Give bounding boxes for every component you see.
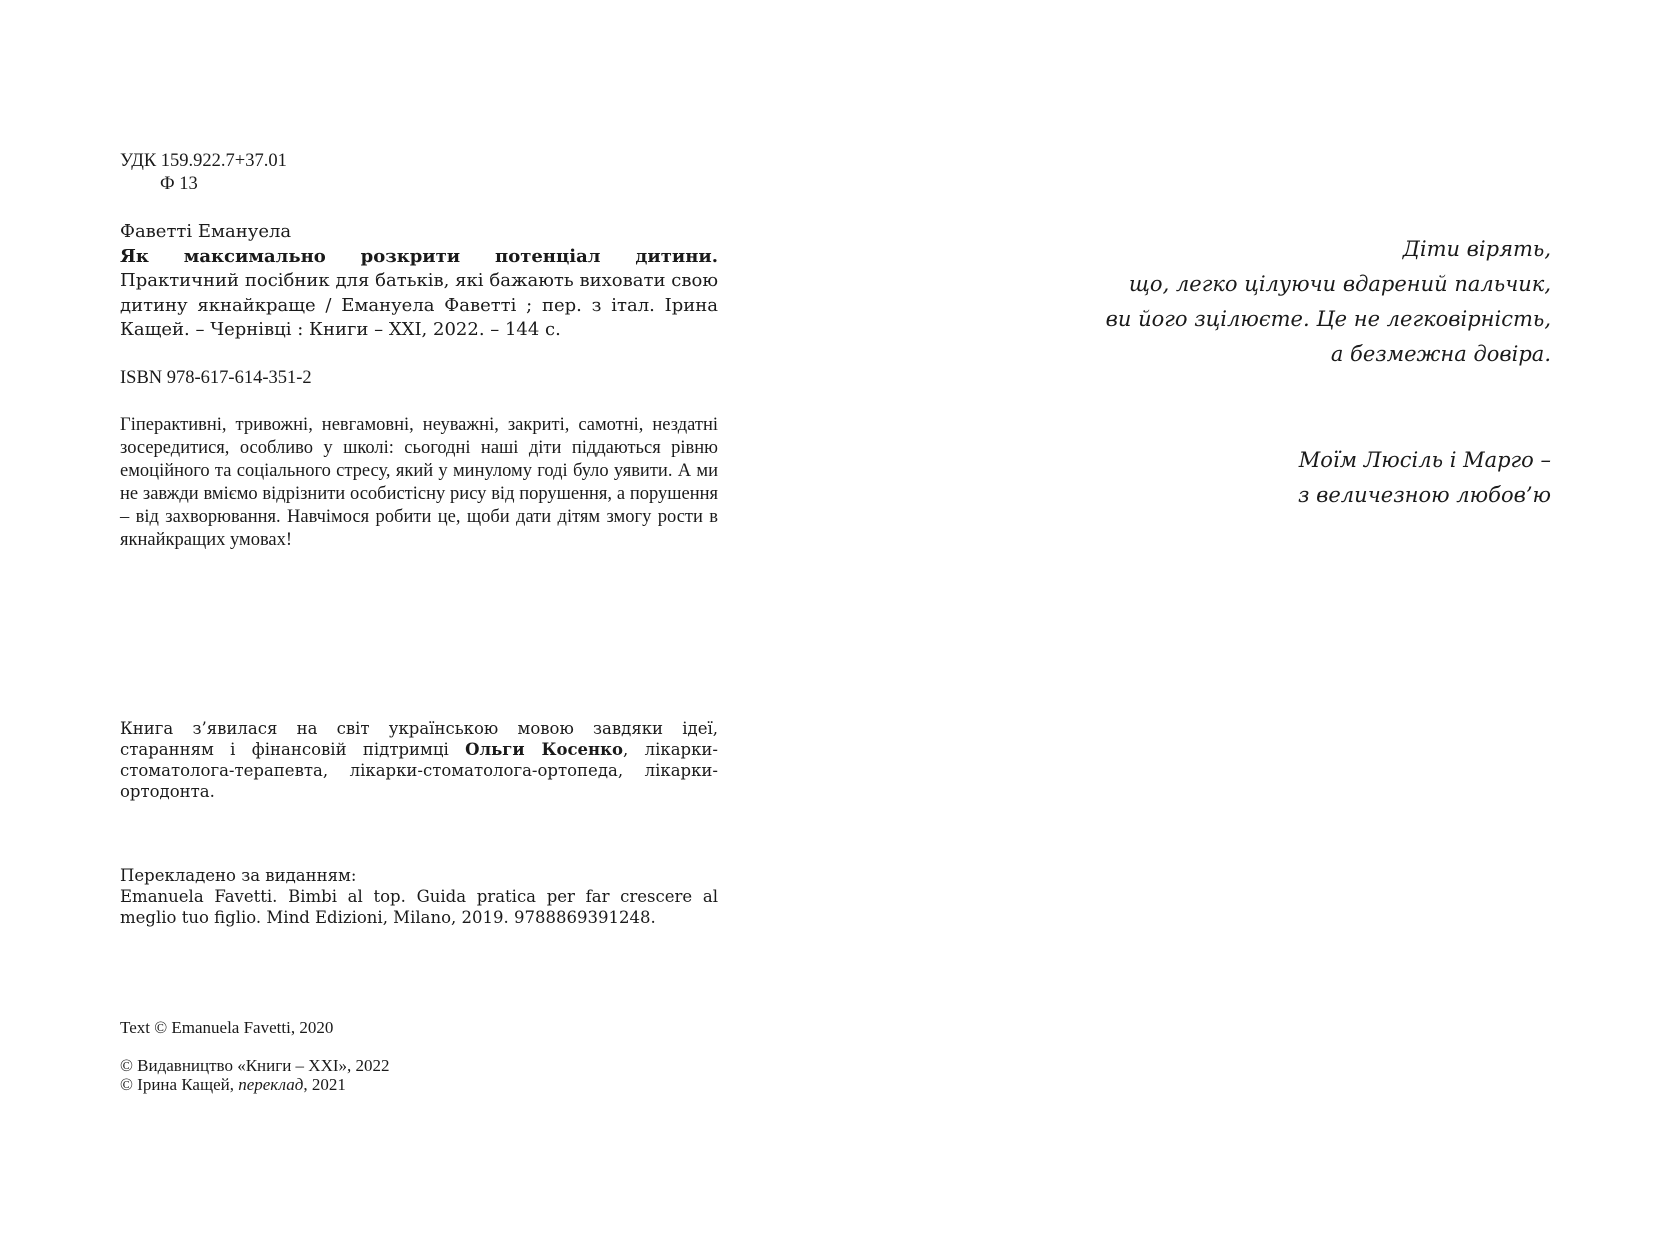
dedication-line: Моїм Люсіль і Марго – xyxy=(1298,448,1551,472)
publisher-copyright: © Видавництво «Книги – XXI», 2022 xyxy=(120,1055,390,1075)
epigraph xyxy=(991,232,1551,372)
epigraph-line: що, легко цілуючи вдарений пальчик, xyxy=(1128,272,1551,296)
catalog-author: Фаветті Емануела xyxy=(120,221,292,242)
translator-copyright xyxy=(120,1075,718,1095)
book-title: Як максимально розкрити потенціал дитини. xyxy=(120,245,718,267)
translator-role: переклад xyxy=(238,1075,304,1094)
translator-year: , 2021 xyxy=(303,1075,346,1094)
epigraph-line: ви його зцілюєте. Це не легковірність, xyxy=(1105,307,1551,331)
udk-code: УДК 159.922.7+37.01 xyxy=(120,151,287,171)
left-page xyxy=(120,150,718,570)
copyright-block xyxy=(120,1018,718,1095)
sponsor-text-after: , лікарки-стоматолога-терапевта, лікарки-стоматолога-ортопеда, лікарки-ортодонта. xyxy=(120,740,718,801)
dedication xyxy=(991,443,1551,513)
dedication-line: з величезною любов’ю xyxy=(1298,483,1551,507)
original-edition-label: Перекладено за виданням: xyxy=(120,866,357,885)
catalog-description xyxy=(120,245,718,343)
epigraph-line: Діти вірять, xyxy=(1402,237,1551,261)
translator-name: © Ірина Кащей, xyxy=(120,1075,239,1094)
annotation: Гіперактивні, тривожні, невгамовні, неуважні, закриті, самотні, нездатні зосередитися, особливо у школі: сьогодні наші діти піддаються рівню емоційного та соціального стресу, який у минулому годі було уявити. А ми не завжди вміємо відрізнити особистісну рису від порушення, а порушення – від захворювання. Навчімося робити це, щоби дати дітям змогу рости в якнайкращих умовах! xyxy=(120,414,718,550)
udk-block xyxy=(120,150,718,196)
book-description: Практичний посібник для батьків, які бажають виховати свою дитину якнайкраще / Емануела Фаветті ; пер. з італ. Ірина Кащей. – Чернівці : Книги – XXI, 2022. – 144 с. xyxy=(120,270,718,340)
isbn: ISBN 978-617-614-351-2 xyxy=(120,367,312,388)
original-edition xyxy=(120,865,718,928)
sponsor-text-before: Книга з’явилася на світ українською мовою завдяки ідеї, старанням і фінансовій підтримці xyxy=(120,719,718,759)
text-copyright: Text © Emanuela Favetti, 2020 xyxy=(120,1018,334,1037)
sponsor-note xyxy=(120,718,718,802)
epigraph-line: а безмежна довіра. xyxy=(1330,342,1551,366)
author-index: Ф 13 xyxy=(160,174,198,194)
copyright-spacer xyxy=(120,1038,718,1056)
original-edition-citation: Emanuela Favetti. Bimbi al top. Guida pratica per far crescere al meglio tuo figlio. Mind Edizioni, Milano, 2019. 9788869391248. xyxy=(120,887,718,927)
catalog-record xyxy=(120,220,718,343)
sponsor-name: Ольги Косенко xyxy=(465,740,624,759)
right-page xyxy=(991,232,1551,513)
